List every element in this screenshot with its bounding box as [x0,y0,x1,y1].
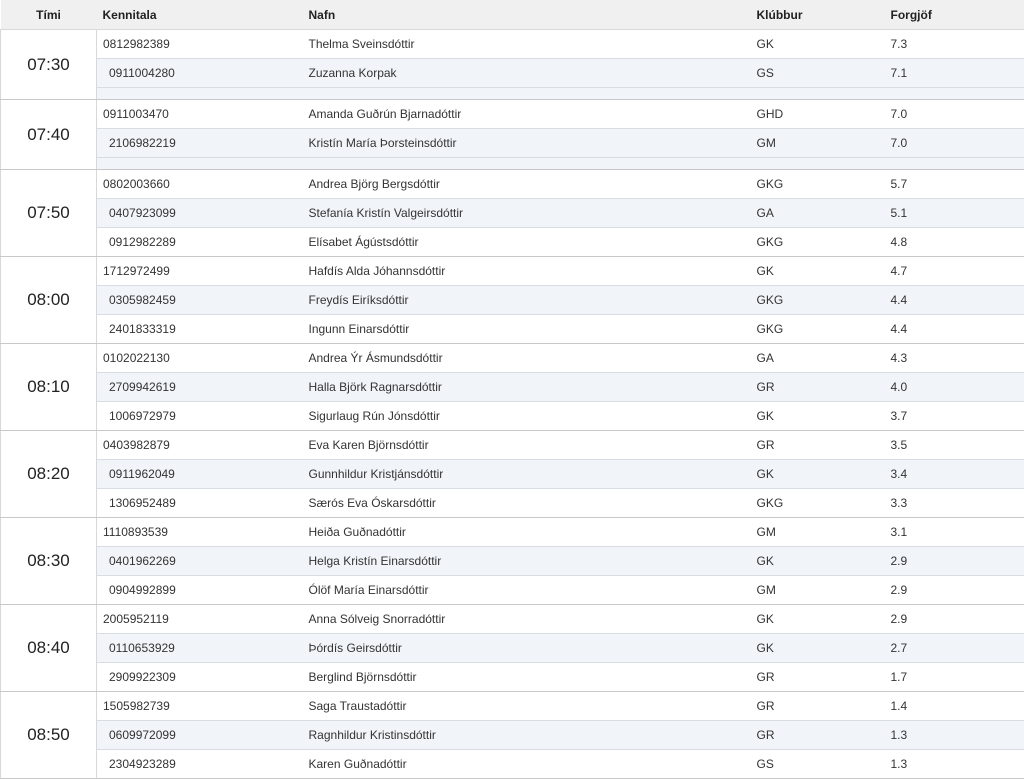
handicap-cell: 3.1 [885,518,1024,547]
kennitala-cell: 1505982739 [97,692,303,721]
handicap-cell: 4.4 [885,286,1024,315]
kennitala-cell: 0911003470 [97,100,303,129]
table-row [1,663,1024,692]
player-name-cell: Freydís Eiríksdóttir [303,286,751,315]
kennitala-cell: 0911004280 [97,59,303,88]
tee-time: 08:00 [1,257,97,344]
kennitala-cell: 0911962049 [97,460,303,489]
kennitala-cell: 1712972499 [97,257,303,286]
kennitala-cell: 0305982459 [97,286,303,315]
club-cell: GK [751,402,885,431]
handicap-cell: 4.3 [885,344,1024,373]
handicap-cell: 4.7 [885,257,1024,286]
kennitala-cell: 1110893539 [97,518,303,547]
table-row [1,431,1024,460]
group-spacer-row [1,158,1024,170]
handicap-cell: 2.9 [885,547,1024,576]
header-kennitala[interactable]: Kennitala [97,0,303,30]
kennitala-cell: 2909922309 [97,663,303,692]
tee-time: 08:20 [1,431,97,518]
kennitala-cell: 0102022130 [97,344,303,373]
tee-time: 07:40 [1,100,97,170]
table-row [1,373,1024,402]
club-cell: GM [751,576,885,605]
kennitala-cell: 0407923099 [97,199,303,228]
handicap-cell: 2.9 [885,576,1024,605]
table-body [1,30,1024,779]
club-cell: GK [751,634,885,663]
group-spacer-row [1,88,1024,100]
table-row [1,547,1024,576]
club-cell: GR [751,431,885,460]
header-handicap[interactable]: Forgjöf [885,0,1024,30]
table-row [1,402,1024,431]
club-cell: GKG [751,286,885,315]
table-row [1,605,1024,634]
table-row [1,344,1024,373]
header-name[interactable]: Nafn [303,0,751,30]
player-name-cell: Kristín María Þorsteinsdóttir [303,129,751,158]
handicap-cell: 5.7 [885,170,1024,199]
tee-time: 07:30 [1,30,97,100]
handicap-cell: 1.3 [885,750,1024,779]
kennitala-cell: 0403982879 [97,431,303,460]
club-cell: GS [751,59,885,88]
table-row [1,170,1024,199]
header-club[interactable]: Klúbbur [751,0,885,30]
player-name-cell: Ragnhildur Kristinsdóttir [303,721,751,750]
handicap-cell: 4.8 [885,228,1024,257]
player-name-cell: Berglind Björnsdóttir [303,663,751,692]
player-name-cell: Ólöf María Einarsdóttir [303,576,751,605]
player-name-cell: Helga Kristín Einarsdóttir [303,547,751,576]
tee-time: 08:40 [1,605,97,692]
table-row [1,315,1024,344]
kennitala-cell: 2304923289 [97,750,303,779]
club-cell: GKG [751,228,885,257]
group-spacer [97,88,1024,100]
kennitala-cell: 2709942619 [97,373,303,402]
player-name-cell: Amanda Guðrún Bjarnadóttir [303,100,751,129]
table-row [1,30,1024,59]
table-row [1,518,1024,547]
club-cell: GR [751,692,885,721]
table-row [1,460,1024,489]
handicap-cell: 3.4 [885,460,1024,489]
handicap-cell: 2.7 [885,634,1024,663]
table-row [1,721,1024,750]
handicap-cell: 7.0 [885,100,1024,129]
table-row [1,257,1024,286]
handicap-cell: 1.7 [885,663,1024,692]
table-row [1,750,1024,779]
handicap-cell: 7.3 [885,30,1024,59]
club-cell: GHD [751,100,885,129]
club-cell: GK [751,460,885,489]
club-cell: GM [751,518,885,547]
group-spacer [97,158,1024,170]
table-row [1,489,1024,518]
table-row [1,228,1024,257]
club-cell: GK [751,547,885,576]
handicap-cell: 7.1 [885,59,1024,88]
kennitala-cell: 2005952119 [97,605,303,634]
kennitala-cell: 0912982289 [97,228,303,257]
kennitala-cell: 0110653929 [97,634,303,663]
handicap-cell: 4.0 [885,373,1024,402]
club-cell: GR [751,721,885,750]
handicap-cell: 3.3 [885,489,1024,518]
tee-time: 08:10 [1,344,97,431]
kennitala-cell: 0609972099 [97,721,303,750]
player-name-cell: Halla Björk Ragnarsdóttir [303,373,751,402]
table-row [1,576,1024,605]
club-cell: GS [751,750,885,779]
tee-time: 08:30 [1,518,97,605]
player-name-cell: Stefanía Kristín Valgeirsdóttir [303,199,751,228]
header-row [1,0,1024,30]
player-name-cell: Sigurlaug Rún Jónsdóttir [303,402,751,431]
table-row [1,634,1024,663]
header-time[interactable]: Tími [1,0,97,30]
handicap-cell: 4.4 [885,315,1024,344]
kennitala-cell: 1306952489 [97,489,303,518]
player-name-cell: Elísabet Ágústsdóttir [303,228,751,257]
handicap-cell: 1.4 [885,692,1024,721]
tee-time: 07:50 [1,170,97,257]
table-row [1,692,1024,721]
table-row [1,100,1024,129]
table-row [1,286,1024,315]
table-row [1,129,1024,158]
handicap-cell: 5.1 [885,199,1024,228]
kennitala-cell: 2106982219 [97,129,303,158]
table-row [1,199,1024,228]
kennitala-cell: 0401962269 [97,547,303,576]
kennitala-cell: 0904992899 [97,576,303,605]
tee-time: 08:50 [1,692,97,779]
player-name-cell: Ingunn Einarsdóttir [303,315,751,344]
handicap-cell: 3.5 [885,431,1024,460]
club-cell: GKG [751,170,885,199]
handicap-cell: 1.3 [885,721,1024,750]
player-name-cell: Eva Karen Björnsdóttir [303,431,751,460]
club-cell: GKG [751,315,885,344]
handicap-cell: 2.9 [885,605,1024,634]
kennitala-cell: 0812982389 [97,30,303,59]
kennitala-cell: 0802003660 [97,170,303,199]
player-name-cell: Thelma Sveinsdóttir [303,30,751,59]
player-name-cell: Særós Eva Óskarsdóttir [303,489,751,518]
kennitala-cell: 2401833319 [97,315,303,344]
player-name-cell: Karen Guðnadóttir [303,750,751,779]
club-cell: GR [751,663,885,692]
handicap-cell: 3.7 [885,402,1024,431]
table-row [1,59,1024,88]
table-header [1,0,1024,30]
player-name-cell: Saga Traustadóttir [303,692,751,721]
player-name-cell: Þórdís Geirsdóttir [303,634,751,663]
player-name-cell: Hafdís Alda Jóhannsdóttir [303,257,751,286]
kennitala-cell: 1006972979 [97,402,303,431]
player-name-cell: Heiða Guðnadóttir [303,518,751,547]
club-cell: GM [751,129,885,158]
club-cell: GK [751,605,885,634]
club-cell: GA [751,344,885,373]
player-name-cell: Andrea Ýr Ásmundsdóttir [303,344,751,373]
club-cell: GK [751,257,885,286]
club-cell: GR [751,373,885,402]
club-cell: GKG [751,489,885,518]
club-cell: GA [751,199,885,228]
player-name-cell: Gunnhildur Kristjánsdóttir [303,460,751,489]
player-name-cell: Zuzanna Korpak [303,59,751,88]
handicap-cell: 7.0 [885,129,1024,158]
player-name-cell: Anna Sólveig Snorradóttir [303,605,751,634]
club-cell: GK [751,30,885,59]
player-name-cell: Andrea Björg Bergsdóttir [303,170,751,199]
